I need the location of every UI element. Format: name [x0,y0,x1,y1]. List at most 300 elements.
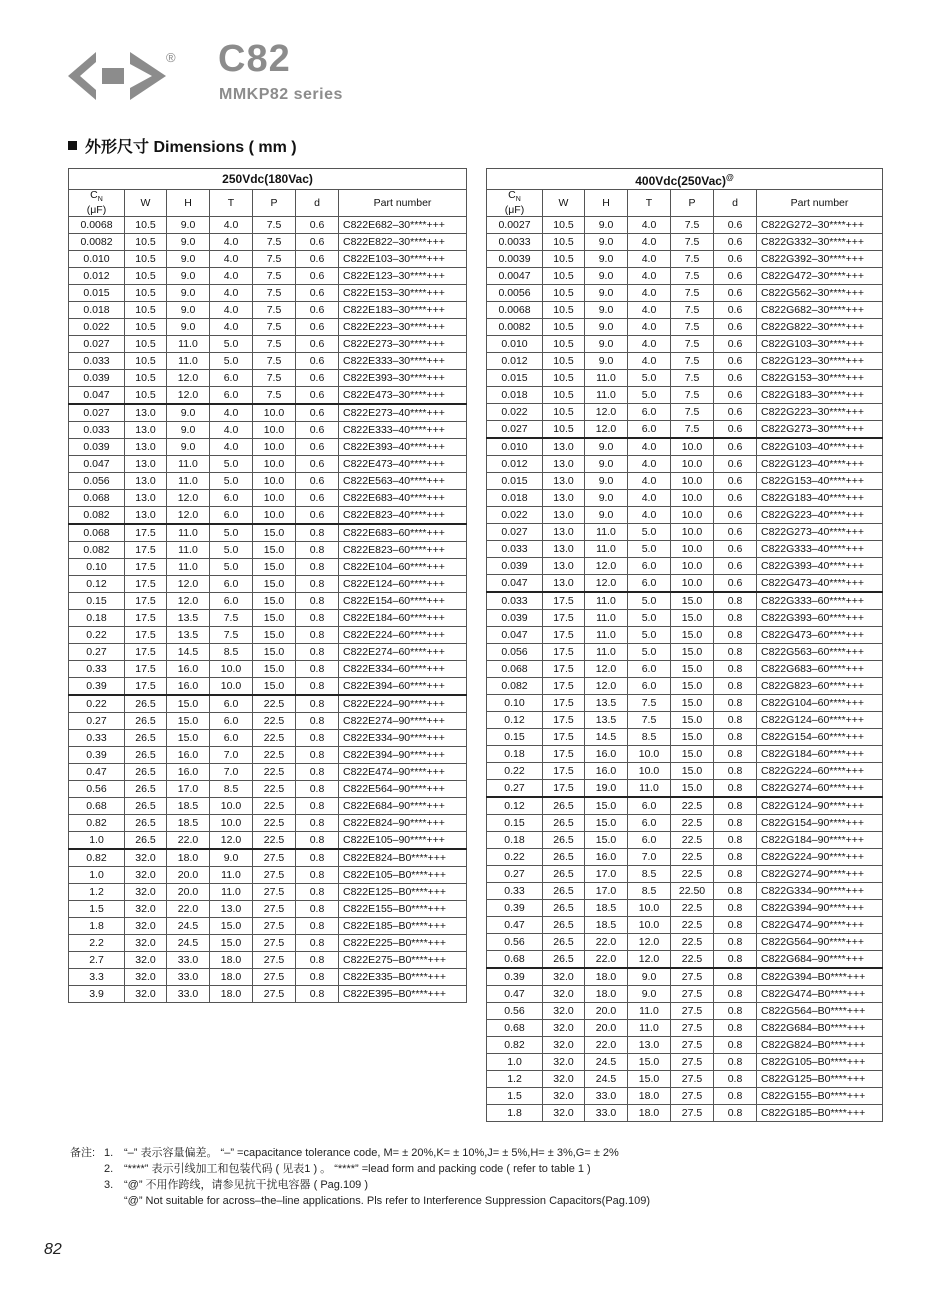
cell-capacitance: 0.33 [69,661,125,678]
cell-t: 4.0 [210,319,253,336]
cell-h: 12.0 [585,678,628,695]
cell-h: 9.0 [167,439,210,456]
cell-h: 15.0 [167,730,210,747]
cell-d: 0.8 [714,1054,757,1071]
cell-part-number: C822E822–30****+++ [339,234,467,251]
cell-capacitance: 0.015 [487,473,543,490]
table-row [69,473,467,490]
table-row [69,730,467,747]
table-row [69,542,467,559]
cell-part-number: C822G824–B0****+++ [757,1037,883,1054]
cell-w: 26.5 [543,900,585,917]
cell-h: 16.0 [167,678,210,696]
cell-capacitance: 0.12 [69,576,125,593]
table-row [69,353,467,370]
cell-h: 11.0 [585,610,628,627]
cell-h: 18.0 [585,986,628,1003]
table-row [69,695,467,713]
cell-t: 4.0 [628,302,671,319]
cell-p: 15.0 [253,661,296,678]
cell-w: 13.0 [543,473,585,490]
cell-h: 9.0 [585,456,628,473]
cell-capacitance: 1.0 [69,832,125,850]
cell-p: 22.50 [671,883,714,900]
section-title: 外形尺寸 Dimensions ( mm ) [85,139,297,156]
cell-part-number: C822G155–B0****+++ [757,1088,883,1105]
cell-t: 12.0 [628,934,671,951]
table-row [69,302,467,319]
cell-capacitance: 1.0 [69,867,125,884]
cell-w: 10.5 [125,268,167,285]
cell-w: 10.5 [125,387,167,405]
cell-d: 0.8 [714,1071,757,1088]
cell-w: 32.0 [125,969,167,986]
cell-h: 15.0 [585,797,628,815]
cell-h: 15.0 [585,832,628,849]
table-row [69,986,467,1003]
cell-h: 11.0 [167,353,210,370]
cell-part-number: C822G123–40****+++ [757,456,883,473]
table-row [487,951,883,969]
cell-p: 27.5 [253,849,296,867]
table-row [69,935,467,952]
cell-capacitance: 0.27 [69,644,125,661]
cell-p: 22.5 [671,866,714,883]
cell-part-number: C822G154–90****+++ [757,815,883,832]
cell-d: 0.8 [714,695,757,712]
cell-p: 27.5 [253,986,296,1003]
table-row [69,713,467,730]
col-part-number: Part number [757,190,883,217]
table-row [487,302,883,319]
cell-p: 15.0 [671,644,714,661]
cell-p: 27.5 [671,1054,714,1071]
cell-capacitance: 0.047 [69,456,125,473]
cell-w: 17.5 [543,746,585,763]
cell-part-number: C822G563–60****+++ [757,644,883,661]
cell-t: 6.0 [628,404,671,421]
cell-capacitance: 0.0068 [69,217,125,234]
cell-capacitance: 0.82 [69,815,125,832]
cell-part-number: C822E105–90****+++ [339,832,467,850]
cell-part-number: C822G564–90****+++ [757,934,883,951]
cell-h: 11.0 [585,592,628,610]
cell-h: 15.0 [585,815,628,832]
cell-p: 15.0 [253,524,296,542]
cell-w: 13.0 [543,490,585,507]
cell-d: 0.8 [296,627,339,644]
cell-w: 26.5 [125,713,167,730]
cell-part-number: C822E823–60****+++ [339,542,467,559]
cell-capacitance: 0.082 [487,678,543,695]
table-row [69,901,467,918]
cell-w: 17.5 [125,610,167,627]
cell-d: 0.8 [714,1020,757,1037]
cell-d: 0.6 [714,319,757,336]
cell-d: 0.8 [714,917,757,934]
cell-w: 17.5 [543,780,585,798]
cell-part-number: C822G224–90****+++ [757,849,883,866]
cell-d: 0.8 [296,867,339,884]
cell-p: 7.5 [253,370,296,387]
cell-d: 0.6 [296,507,339,525]
cell-t: 15.0 [628,1054,671,1071]
table-row [69,764,467,781]
cell-d: 0.8 [296,559,339,576]
cell-h: 9.0 [585,490,628,507]
cell-t: 6.0 [628,678,671,695]
table-row [487,592,883,610]
cell-capacitance: 0.0033 [487,234,543,251]
cell-w: 13.0 [543,575,585,593]
table-row [487,968,883,986]
cell-t: 7.0 [628,849,671,866]
cell-w: 17.5 [543,678,585,695]
cell-p: 10.0 [253,507,296,525]
cell-capacitance: 0.82 [69,849,125,867]
cell-d: 0.6 [714,524,757,541]
cell-t: 7.0 [210,747,253,764]
cell-part-number: C822E334–60****+++ [339,661,467,678]
cell-p: 27.5 [671,1071,714,1088]
cell-t: 5.0 [210,456,253,473]
cell-capacitance: 1.8 [69,918,125,935]
cell-d: 0.6 [714,268,757,285]
cell-t: 7.5 [628,712,671,729]
cell-capacitance: 0.0082 [487,319,543,336]
table-row [69,251,467,268]
cell-d: 0.8 [714,1003,757,1020]
cell-capacitance: 0.068 [487,661,543,678]
cell-part-number: C822G123–30****+++ [757,353,883,370]
cell-t: 5.0 [210,542,253,559]
cell-part-number: C822E225–B0****+++ [339,935,467,952]
cell-part-number: C822E333–30****+++ [339,353,467,370]
cell-h: 18.5 [167,815,210,832]
cell-t: 4.0 [628,285,671,302]
cell-w: 10.5 [125,251,167,268]
cell-part-number: C822E823–40****+++ [339,507,467,525]
cell-t: 10.0 [210,678,253,696]
cell-p: 10.0 [253,404,296,422]
table-row [487,1088,883,1105]
cell-part-number: C822G272–30****+++ [757,217,883,234]
cell-w: 17.5 [125,576,167,593]
cell-capacitance: 0.018 [69,302,125,319]
cell-capacitance: 0.010 [487,336,543,353]
cell-part-number: C822E125–B0****+++ [339,884,467,901]
cell-h: 12.0 [585,661,628,678]
cell-h: 15.0 [167,713,210,730]
cell-p: 7.5 [671,387,714,404]
cell-t: 8.5 [628,883,671,900]
cell-w: 26.5 [125,832,167,850]
cell-d: 0.8 [714,866,757,883]
cell-w: 32.0 [543,968,585,986]
cell-part-number: C822G223–30****+++ [757,404,883,421]
table-row [69,798,467,815]
cell-d: 0.8 [296,713,339,730]
cell-t: 9.0 [210,849,253,867]
cell-p: 10.0 [253,422,296,439]
table-row [487,575,883,593]
cell-capacitance: 0.056 [69,473,125,490]
cell-t: 15.0 [210,935,253,952]
cell-w: 26.5 [125,798,167,815]
cell-t: 10.0 [210,815,253,832]
cell-h: 9.0 [167,319,210,336]
table-row [487,217,883,234]
cell-part-number: C822G124–60****+++ [757,712,883,729]
cell-h: 18.5 [585,900,628,917]
cell-d: 0.8 [714,968,757,986]
table-row [487,541,883,558]
cell-d: 0.6 [714,302,757,319]
cell-part-number: C822G684–B0****+++ [757,1020,883,1037]
cell-t: 6.0 [210,576,253,593]
cell-w: 26.5 [543,866,585,883]
cell-part-number: C822G104–60****+++ [757,695,883,712]
cell-w: 26.5 [543,934,585,951]
cell-p: 22.5 [253,747,296,764]
cell-p: 22.5 [671,849,714,866]
cell-p: 27.5 [253,935,296,952]
table-row [69,268,467,285]
cell-part-number: C822E824–90****+++ [339,815,467,832]
cell-h: 17.0 [585,883,628,900]
cell-p: 10.0 [671,438,714,456]
cell-capacitance: 1.0 [487,1054,543,1071]
table-row [487,661,883,678]
cell-capacitance: 0.012 [69,268,125,285]
cell-w: 13.0 [125,404,167,422]
cell-capacitance: 0.18 [487,832,543,849]
cell-d: 0.8 [714,763,757,780]
cell-d: 0.8 [714,1105,757,1122]
cell-d: 0.6 [296,404,339,422]
cell-t: 7.5 [210,627,253,644]
cell-d: 0.6 [714,421,757,439]
cell-t: 10.0 [210,798,253,815]
cell-w: 13.0 [543,558,585,575]
cell-part-number: C822G105–B0****+++ [757,1054,883,1071]
cell-h: 16.0 [585,746,628,763]
cell-p: 7.5 [671,302,714,319]
table-row [487,387,883,404]
table-row [487,285,883,302]
cell-d: 0.6 [296,387,339,405]
cell-w: 13.0 [125,439,167,456]
cell-part-number: C822G124–90****+++ [757,797,883,815]
cell-d: 0.6 [296,473,339,490]
footnote-row: 备注: 1. “–” 表示容量偏差。 “–” =capacitance tolerance code, M= ± 20%,K= ± 10%,J= ± 5%,H= ± 3%,G= ± 2% [70,1147,619,1159]
cell-w: 26.5 [125,695,167,713]
cell-p: 22.5 [253,695,296,713]
cell-part-number: C822E824–B0****+++ [339,849,467,867]
cell-part-number: C822G474–B0****+++ [757,986,883,1003]
cell-w: 10.5 [125,370,167,387]
cell-p: 10.0 [671,507,714,524]
cell-w: 17.5 [543,712,585,729]
cell-h: 22.0 [585,951,628,969]
cell-w: 13.0 [543,438,585,456]
cell-h: 11.0 [585,627,628,644]
cell-part-number: C822E274–90****+++ [339,713,467,730]
cell-d: 0.6 [714,234,757,251]
cell-part-number: C822E563–40****+++ [339,473,467,490]
table-row [487,251,883,268]
cell-p: 7.5 [671,268,714,285]
cell-d: 0.8 [296,764,339,781]
cell-capacitance: 0.015 [487,370,543,387]
cell-capacitance: 0.12 [487,712,543,729]
series-name: MMKP82 series [219,86,343,103]
cell-part-number: C822G274–60****+++ [757,780,883,798]
cell-part-number: C822E474–90****+++ [339,764,467,781]
cell-d: 0.8 [714,627,757,644]
cell-p: 22.5 [253,832,296,850]
cell-capacitance: 0.022 [487,404,543,421]
cell-h: 24.5 [585,1054,628,1071]
cell-t: 4.0 [210,217,253,234]
cell-w: 26.5 [543,849,585,866]
cell-h: 12.0 [167,387,210,405]
voltage-header: 400Vdc(250Vac)@ [487,169,883,190]
cell-p: 7.5 [253,268,296,285]
cell-t: 4.0 [628,490,671,507]
cell-d: 0.8 [296,781,339,798]
cell-part-number: C822E395–B0****+++ [339,986,467,1003]
cell-d: 0.8 [296,593,339,610]
cell-w: 26.5 [543,797,585,815]
cell-d: 0.8 [714,934,757,951]
cell-capacitance: 0.12 [487,797,543,815]
cell-w: 10.5 [543,387,585,404]
cell-d: 0.8 [296,542,339,559]
cell-t: 8.5 [210,781,253,798]
col-h: H [585,190,628,217]
table-row [487,507,883,524]
cell-p: 7.5 [671,336,714,353]
cell-t: 6.0 [628,421,671,439]
cell-t: 6.0 [628,832,671,849]
cell-h: 20.0 [585,1003,628,1020]
table-row [69,952,467,969]
cell-d: 0.8 [296,918,339,935]
cell-capacitance: 0.39 [487,968,543,986]
cell-p: 7.5 [253,336,296,353]
cell-part-number: C822G334–90****+++ [757,883,883,900]
cell-w: 10.5 [543,234,585,251]
cell-t: 11.0 [210,884,253,901]
cell-t: 6.0 [210,695,253,713]
table-row [487,917,883,934]
cell-w: 26.5 [125,815,167,832]
cell-t: 5.0 [628,541,671,558]
cell-part-number: C822G394–B0****+++ [757,968,883,986]
cell-p: 15.0 [253,610,296,627]
cell-part-number: C822E683–60****+++ [339,524,467,542]
cell-p: 15.0 [253,576,296,593]
cell-w: 13.0 [543,507,585,524]
cell-p: 15.0 [671,763,714,780]
cell-p: 10.0 [671,456,714,473]
cell-d: 0.6 [296,336,339,353]
cell-part-number: C822E683–40****+++ [339,490,467,507]
table-row [487,746,883,763]
cell-t: 4.0 [210,422,253,439]
cell-w: 10.5 [543,302,585,319]
cell-capacitance: 0.022 [69,319,125,336]
cell-part-number: C822E333–40****+++ [339,422,467,439]
cell-d: 0.6 [714,217,757,234]
cell-capacitance: 0.27 [487,866,543,883]
cell-p: 27.5 [671,1105,714,1122]
col-h: H [167,190,210,217]
cell-d: 0.8 [296,730,339,747]
col-t: T [628,190,671,217]
cell-part-number: C822E684–90****+++ [339,798,467,815]
cell-part-number: C822E393–40****+++ [339,439,467,456]
cell-d: 0.8 [714,678,757,695]
cell-part-number: C822G823–60****+++ [757,678,883,695]
cell-p: 27.5 [253,969,296,986]
cell-t: 5.0 [210,559,253,576]
cell-t: 8.5 [628,729,671,746]
cell-part-number: C822E183–30****+++ [339,302,467,319]
cell-capacitance: 1.5 [69,901,125,918]
cell-p: 22.5 [253,781,296,798]
table-row [487,456,883,473]
table-row [487,934,883,951]
cell-h: 9.0 [585,319,628,336]
cell-p: 10.0 [253,490,296,507]
cell-w: 26.5 [543,917,585,934]
cell-t: 12.0 [628,951,671,969]
cell-h: 33.0 [167,952,210,969]
cell-part-number: C822G393–40****+++ [757,558,883,575]
cell-capacitance: 0.0056 [487,285,543,302]
cell-part-number: C822G682–30****+++ [757,302,883,319]
cell-capacitance: 0.33 [69,730,125,747]
cell-t: 18.0 [628,1088,671,1105]
cell-w: 17.5 [543,729,585,746]
cell-h: 13.5 [585,695,628,712]
column-header-row [487,190,883,217]
cell-t: 11.0 [628,1003,671,1020]
cell-part-number: C822E473–40****+++ [339,456,467,473]
footnote-row [70,1193,650,1209]
cell-part-number: C822E224–60****+++ [339,627,467,644]
cell-p: 7.5 [253,285,296,302]
cell-t: 4.0 [628,438,671,456]
table-row [69,439,467,456]
cell-p: 7.5 [253,353,296,370]
cell-p: 22.5 [253,798,296,815]
cell-w: 26.5 [543,815,585,832]
cell-w: 13.0 [125,422,167,439]
cell-d: 0.6 [296,285,339,302]
cell-h: 9.0 [585,353,628,370]
cell-w: 32.0 [125,952,167,969]
cell-capacitance: 0.68 [69,798,125,815]
cell-d: 0.6 [714,456,757,473]
cell-w: 17.5 [125,559,167,576]
cell-capacitance: 0.033 [487,541,543,558]
cell-w: 10.5 [125,319,167,336]
col-capacitance: $C_N$ (μF) [487,190,543,217]
cell-w: 17.5 [543,763,585,780]
